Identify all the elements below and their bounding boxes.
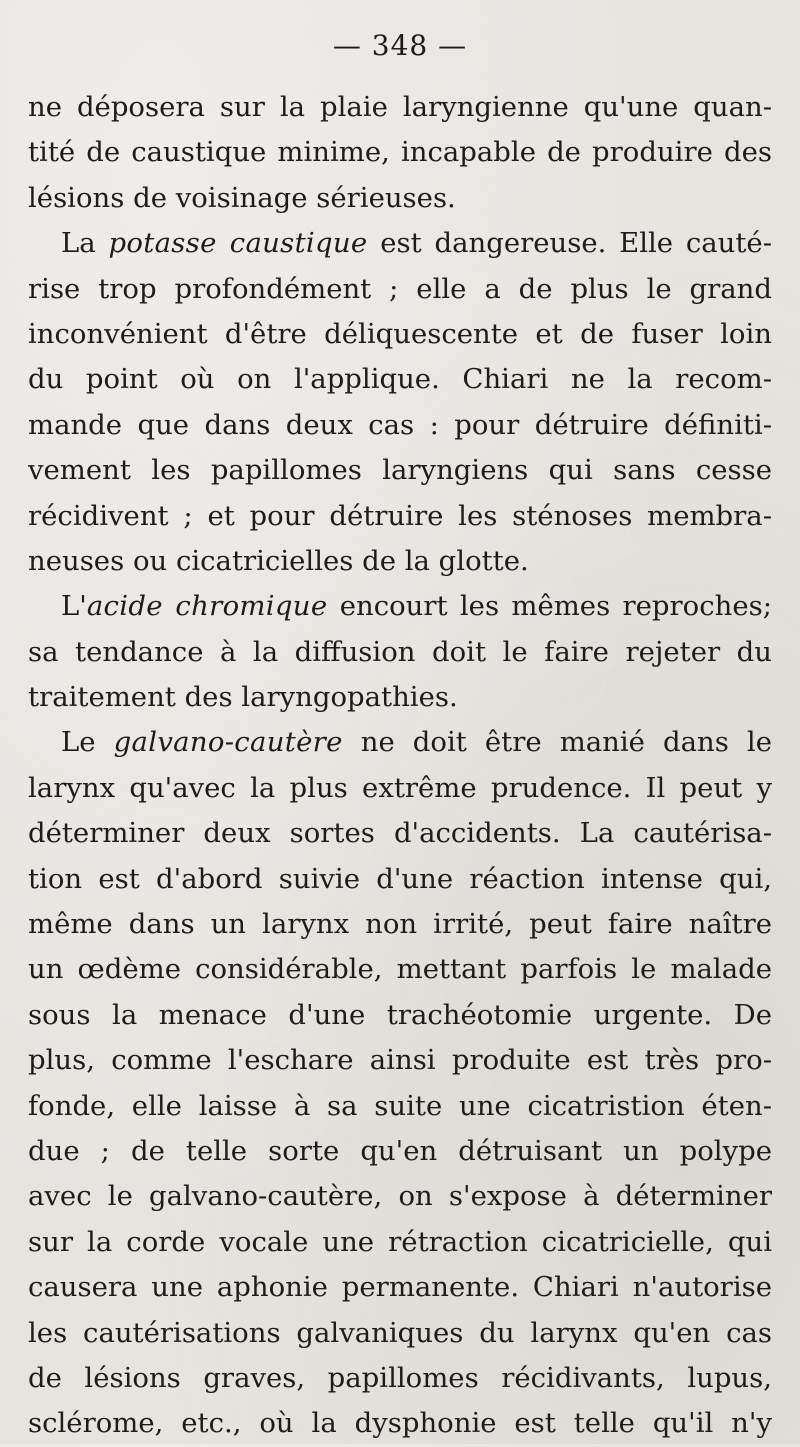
text-run: encourt les mêmes reproches; (327, 590, 772, 623)
text-run: La (61, 227, 109, 260)
text-run: ne doit être manié dans le (342, 726, 772, 759)
text-line: plus, comme l'eschare ainsi produite est très pro- (28, 1044, 772, 1077)
text-line: sous la menace d'une trachéotomie urgente. De (28, 998, 772, 1031)
text-line: lésions de voisinage sérieuses. (28, 181, 456, 214)
text-run: Le (61, 726, 114, 759)
text-line: tité de caustique minime, incapable de produire des (28, 136, 772, 169)
italic-term: galvano-cautère (113, 726, 343, 759)
text-line: ne déposera sur la plaie laryngienne qu'une quan- (28, 91, 772, 123)
text-line: sur la corde vocale une rétraction cicatricielle, qui (28, 1225, 772, 1258)
text-line (28, 584, 772, 629)
text-line: déterminer deux sortes d'accidents. La cautérisa- (28, 817, 772, 850)
text-line: fonde, elle laisse à sa suite une cicatristion éten- (28, 1089, 772, 1122)
text-line: inconvénient d'être déliquescente et de fuser loin (28, 317, 772, 350)
text-line: neuses ou cicatricielles de la glotte. (28, 544, 529, 577)
italic-term: acide chromique (86, 590, 328, 623)
book-page (28, 0, 772, 1444)
text-line: récidivent ; et pour détruire les sténoses membra- (28, 499, 772, 532)
text-line (28, 720, 772, 765)
text-run: est dangereuse. Elle cauté- (367, 227, 772, 260)
italic-term: potasse caustique (108, 227, 368, 260)
text-line: de lésions graves, papillomes récidivants, lupus, (28, 1361, 772, 1394)
text-line (28, 221, 772, 266)
text-line: rise trop profondément ; elle a de plus le grand (28, 272, 772, 305)
text-line: larynx qu'avec la plus extrême prudence. Il peut y (28, 771, 772, 804)
text-line: un œdème considérable, mettant parfois le malade (28, 953, 772, 986)
text-run: L' (61, 590, 87, 623)
text-line: même dans un larynx non irrité, peut faire naître (28, 908, 772, 941)
text-line: tion est d'abord suivie d'une réaction intense qui, (28, 862, 772, 895)
text-line: traitement des laryngopathies. (28, 681, 458, 714)
page-number: — 348 — (332, 29, 468, 62)
page-text (28, 85, 772, 1447)
text-line: sclérome, etc., où la dysphonie est telle qu'il n'y (28, 1407, 772, 1440)
text-line: mande que dans deux cas : pour détruire définiti- (28, 408, 772, 441)
text-line: les cautérisations galvaniques du larynx qu'en cas (28, 1316, 772, 1349)
text-line: du point où on l'applique. Chiari ne la recom- (28, 363, 772, 396)
text-line: vement les papillomes laryngiens qui sans cesse (28, 454, 772, 487)
text-line: sa tendance à la diffusion doit le faire rejeter du (28, 635, 772, 668)
text-line: due ; de telle sorte qu'en détruisant un polype (28, 1134, 772, 1167)
text-line: causera une aphonie permanente. Chiari n'autorise (28, 1271, 772, 1304)
text-line: avec le galvano-cautère, on s'expose à déterminer (28, 1180, 772, 1213)
